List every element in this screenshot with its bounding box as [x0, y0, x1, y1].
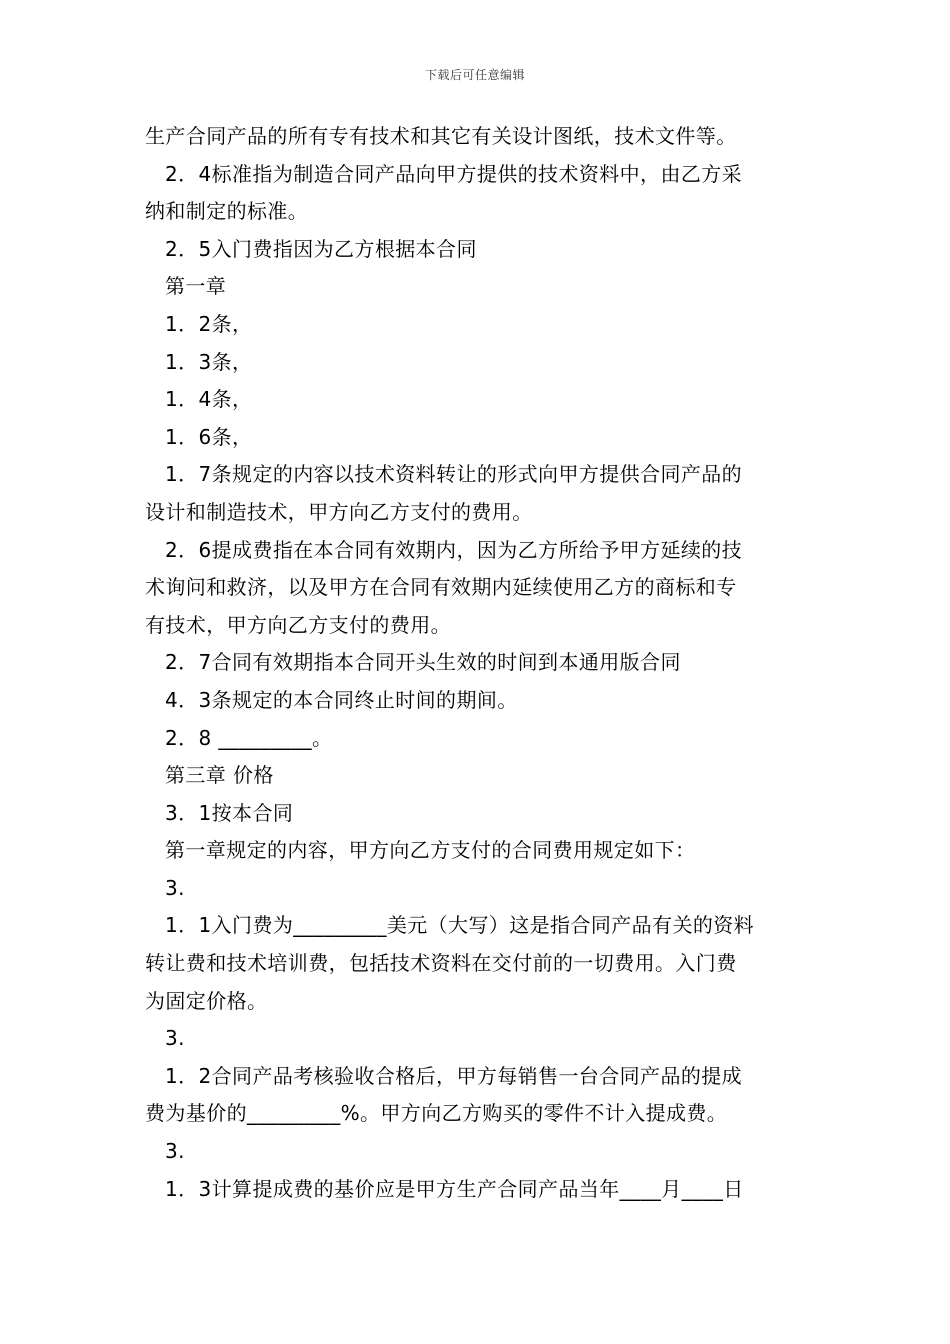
text-line: 1．7条规定的内容以技术资料转让的形式向甲方提供合同产品的 — [165, 462, 743, 487]
text-line: 1．3条， — [165, 349, 253, 374]
text-line: 2．6提成费指在本合同有效期内，因为乙方所给予甲方延续的技 — [165, 537, 743, 562]
text-line: 第一章规定的内容，甲方向乙方支付的合同费用规定如下： — [165, 838, 696, 863]
text-line: 第三章 价格 — [165, 763, 274, 788]
text-line: 转让费和技术培训费，包括技术资料在交付前的一切费用。入门费 — [145, 951, 737, 976]
document-body — [145, 118, 810, 1208]
text-line: 费为基价的_________%。甲方向乙方购买的零件不计入提成费。 — [145, 1101, 728, 1126]
text-line: 2．7合同有效期指本合同开头生效的时间到本通用版合同 — [165, 650, 681, 675]
text-line: 生产合同产品的所有专有技术和其它有关设计图纸，技术文件等。 — [145, 124, 737, 148]
text-line: 2．8 _________。 — [165, 725, 333, 750]
text-line: 设计和制造技术，甲方向乙方支付的费用。 — [145, 499, 533, 524]
text-line: 第一章 — [165, 274, 227, 299]
text-line: 3. — [165, 875, 185, 900]
text-line: 1．2合同产品考核验收合格后，甲方每销售一台合同产品的提成 — [165, 1063, 743, 1088]
text-line: 3．1按本合同 — [165, 800, 294, 825]
text-line: 1．6条， — [165, 424, 253, 449]
text-line: 有技术，甲方向乙方支付的费用。 — [145, 612, 451, 637]
text-line: 1．2条， — [165, 311, 253, 336]
page-header: 下载后可任意编辑 — [424, 68, 525, 82]
text-line: 术询问和救济，以及甲方在合同有效期内延续使用乙方的商标和专 — [145, 575, 737, 600]
text-line: 2．4标准指为制造合同产品向甲方提供的技术资料中，由乙方采 — [165, 161, 743, 186]
text-line: 4．3条规定的本合同终止时间的期间。 — [165, 687, 518, 712]
text-line: 1．1入门费为_________美元（大写）这是指合同产品有关的资料 — [165, 913, 755, 938]
text-line: 纳和制定的标准。 — [145, 199, 309, 224]
text-line: 2．5入门费指因为乙方根据本合同 — [165, 236, 477, 261]
text-line: 1．3计算提成费的基价应是甲方生产合同产品当年____月____日 — [165, 1176, 744, 1201]
text-line: 3. — [165, 1139, 185, 1164]
text-line: 为固定价格。 — [145, 988, 268, 1013]
text-line: 1．4条， — [165, 387, 253, 412]
text-line: 3. — [165, 1026, 185, 1051]
